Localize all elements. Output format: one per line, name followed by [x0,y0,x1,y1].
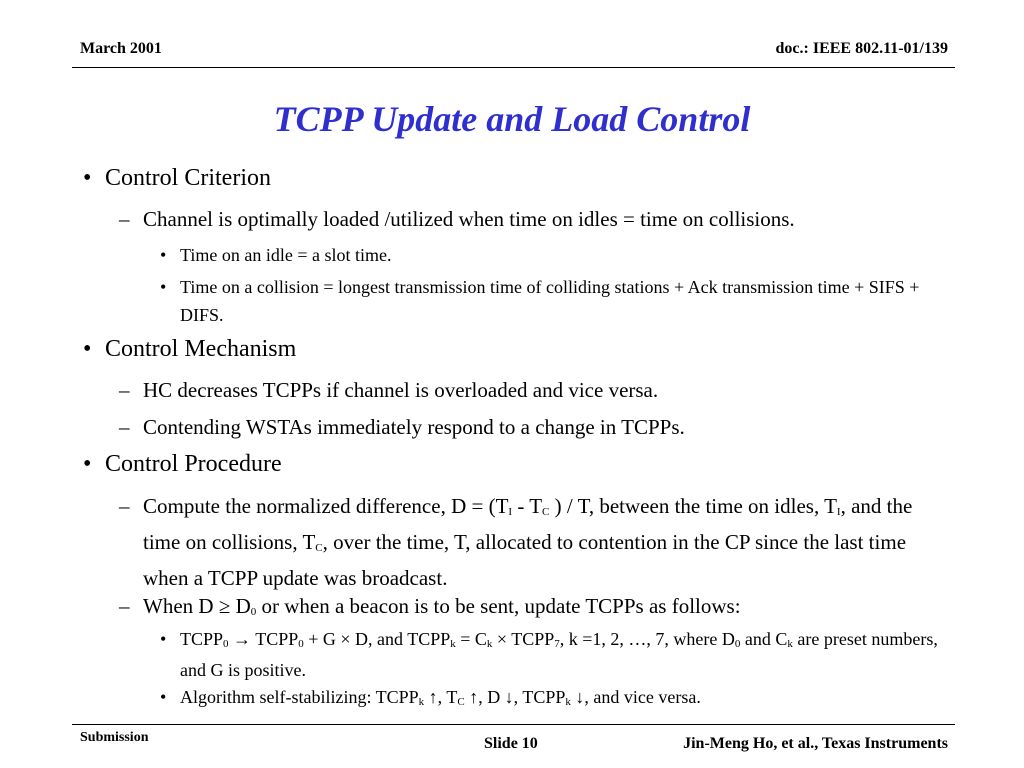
text: Compute the normalized difference, D = (T [143,494,509,518]
text: When D ≥ D [143,594,251,618]
subscript: C [542,506,550,518]
bullet-control-mechanism [83,336,297,363]
sub-bullet-when [119,590,943,626]
header-date: March 2001 [80,40,162,57]
subscript: k [450,638,456,650]
bullet-glyph: • [160,687,167,707]
sub-bullet-text: HC decreases TCPPs if channel is overloaded and vice versa. [143,378,659,402]
bullet-text: Control Criterion [105,165,271,191]
text: are preset numbers, and G is positive. [180,629,938,680]
text: TCPP [180,629,224,649]
sub-sub-bullet-collision [160,273,940,329]
bullet-glyph: • [83,451,92,477]
sub-sub-bullet-text: Time on an idle = a slot time. [180,245,392,265]
text: ↑, D ↓, TCPP [464,687,566,707]
subscript: 0 [223,638,229,650]
text: + G × D, and TCPP [303,629,451,649]
sub-bullet-text: Contending WSTAs immediately respond to a change in TCPPs. [143,415,685,439]
dash-glyph: – [119,415,130,439]
sub-sub-bullet-text: Time on a collision = longest transmission time of colliding stations + Ack transmission time + SIFS + DIFS. [180,277,920,325]
sub-bullet-channel-optimal [119,203,943,235]
footer-slide-number: Slide 10 [484,735,538,752]
bullet-text: Control Procedure [105,451,282,477]
text: , and the time on collisions, T [143,494,913,554]
sub-bullet-contending [119,411,943,443]
subscript: 0 [250,606,257,618]
bullet-text: Control Mechanism [105,336,297,362]
text: = C [455,629,487,649]
sub-bullet-text: Channel is optimally loaded /utilized when time on idles = time on collisions. [143,207,795,231]
subscript: I [508,506,513,518]
text: × TCPP [492,629,555,649]
subscript: I [836,506,841,518]
subscript: k [418,696,425,708]
header-doc-id: doc.: IEEE 802.11-01/139 [775,40,948,57]
bullet-glyph: • [160,629,167,649]
subscript: 0 [298,638,304,650]
bullet-glyph: • [160,245,167,265]
text: Algorithm self-stabilizing: TCPP [180,687,419,707]
text: , over the time, T, allocated to contention in the CP since the last time when a TCPP update was broadcast. [143,530,907,590]
dash-glyph: – [119,594,130,618]
dash-glyph: – [119,207,130,231]
sub-sub-bullet-idle [160,241,940,269]
bullet-glyph: • [160,277,167,297]
bullet-control-criterion [83,165,271,192]
footer-submission: Submission [80,730,149,745]
text: - T [512,494,543,518]
text: , k =1, 2, …, 7, where D [559,629,735,649]
bullet-glyph: • [83,165,92,191]
text: ↑, T [424,687,458,707]
text: ↓, and vice versa. [570,687,701,707]
subscript: 0 [734,638,741,650]
text: ) / T, between the time on idles, T [549,494,837,518]
text: → TCPP [228,629,299,649]
header-rule [72,67,955,68]
subscript: k [565,696,571,708]
bullet-glyph: • [83,336,92,362]
dash-glyph: – [119,494,130,518]
footer-author: Jin-Meng Ho, et al., Texas Instruments [683,735,948,752]
sub-sub-bullet-formula [160,625,940,684]
subscript: 7 [554,638,560,650]
sub-bullet-compute [119,490,943,594]
slide-title: TCPP Update and Load Control [273,99,751,139]
bullet-control-procedure [83,451,282,478]
text: or when a beacon is to be sent, update TCPPs as follows: [256,594,741,618]
sub-bullet-hc-decreases [119,374,943,406]
footer-rule [72,724,955,725]
sub-sub-bullet-stabilizing [160,683,940,714]
subscript: k [486,638,493,650]
text: and C [740,629,788,649]
dash-glyph: – [119,378,130,402]
subscript: C [457,696,465,708]
subscript: C [315,542,323,554]
subscript: k [787,638,793,650]
